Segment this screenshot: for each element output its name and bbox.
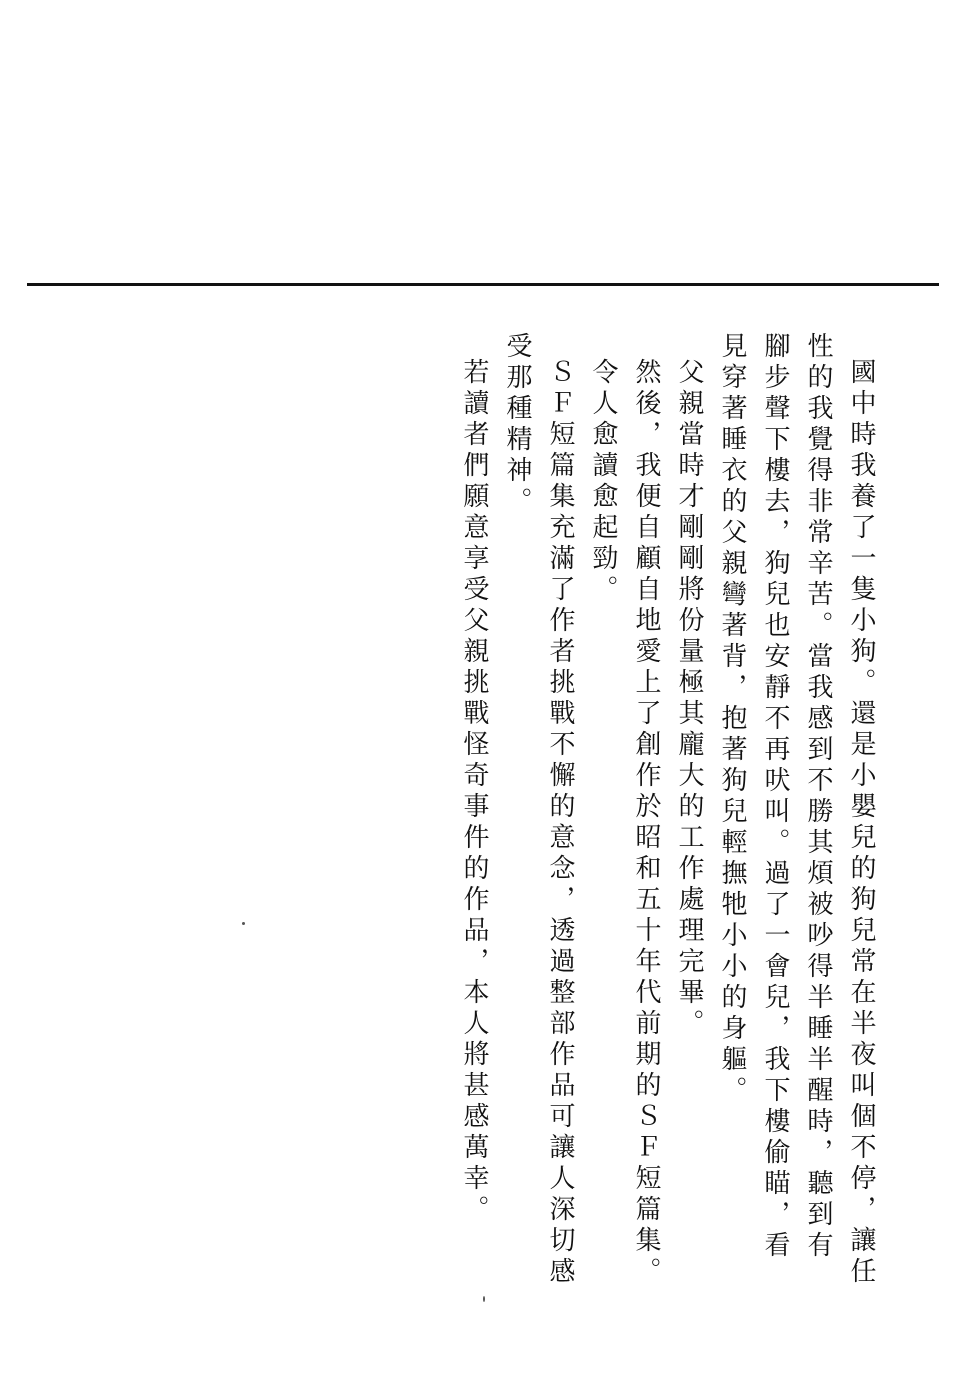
paragraph-1: 國中時我養了一隻小狗。還是小嬰兒的狗兒常在半夜叫個不停，讓任性的我覺得非常辛苦。當我感到不勝其煩被吵得半睡半醒時，聽到有腳步聲下樓去，狗兒也安靜不再吠叫。過了一會兒，我下樓偷瞄，看見穿著睡衣的父親彎著背，抱著狗兒輕撫牠小小的身軀。 xyxy=(717,332,876,1288)
paragraph-5: ＳＦ短篇集充滿了作者挑戰不懈的意念，透過整部作品可讓人深切感受那種精神。 xyxy=(502,332,575,1288)
paragraph-2: 父親當時才剛剛將份量極其龐大的工作處理完畢。 xyxy=(674,358,704,1040)
paragraph-4: 令人愈讀愈起勁。 xyxy=(588,358,618,606)
vertical-text-body xyxy=(459,332,882,1292)
horizontal-rule xyxy=(27,283,939,286)
paragraph-3: 然後，我便自顧自地愛上了創作於昭和五十年代前期的ＳＦ短篇集。 xyxy=(631,358,661,1288)
scan-speck xyxy=(242,922,245,925)
paragraph-6: 若讀者們願意享受父親挑戰怪奇事件的作品，本人將甚感萬幸。 xyxy=(459,358,489,1226)
scan-speck xyxy=(483,1296,485,1302)
